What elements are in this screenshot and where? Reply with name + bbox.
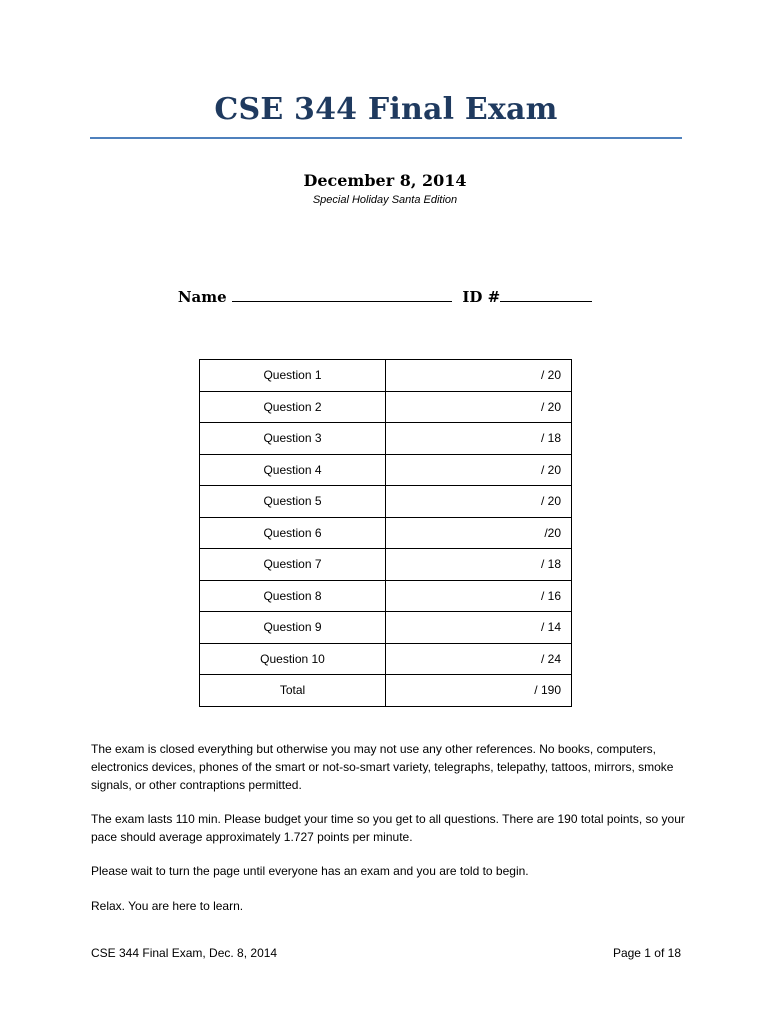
table-row bbox=[200, 486, 572, 518]
instructions-relax: Relax. You are here to learn. bbox=[91, 899, 244, 913]
table-row bbox=[200, 643, 572, 675]
question-label: Question 2 bbox=[200, 391, 386, 423]
table-row bbox=[200, 360, 572, 392]
total-points-cell: / 190 bbox=[386, 675, 572, 707]
question-label: Question 7 bbox=[200, 549, 386, 581]
exam-date: December 8, 2014 bbox=[303, 171, 467, 190]
question-label: Question 6 bbox=[200, 517, 386, 549]
table-row bbox=[200, 549, 572, 581]
table-row bbox=[200, 391, 572, 423]
footer-exam-info: CSE 344 Final Exam, Dec. 8, 2014 bbox=[91, 946, 278, 960]
table-row bbox=[200, 612, 572, 644]
points-cell: / 18 bbox=[386, 549, 572, 581]
table-row bbox=[200, 517, 572, 549]
question-label: Question 4 bbox=[200, 454, 386, 486]
exam-edition: Special Holiday Santa Edition bbox=[312, 194, 458, 206]
table-row-total bbox=[200, 675, 572, 707]
points-cell: / 20 bbox=[386, 360, 572, 392]
question-label: Question 1 bbox=[200, 360, 386, 392]
table-row bbox=[200, 423, 572, 455]
name-field[interactable] bbox=[232, 287, 452, 302]
points-cell: / 18 bbox=[386, 423, 572, 455]
points-cell: / 20 bbox=[386, 391, 572, 423]
table-row bbox=[200, 454, 572, 486]
footer-page-number: Page 1 of 18 bbox=[612, 946, 681, 960]
question-label: Question 9 bbox=[200, 612, 386, 644]
points-cell: / 14 bbox=[386, 612, 572, 644]
id-label: ID # bbox=[462, 288, 501, 306]
points-cell: / 20 bbox=[386, 486, 572, 518]
instructions-closed-book: The exam is closed everything but otherwise you may not use any other references. No books, computers, electronics devices, phones of the smart or not-so-smart variety, telegraphs, telepathy, tattoos, mirrors, smoke signals, or other contraptions permitted. bbox=[91, 742, 674, 792]
page-title: CSE 344 Final Exam bbox=[214, 92, 558, 127]
instructions-wait: Please wait to turn the page until everyone has an exam and you are told to begin. bbox=[91, 864, 529, 878]
title-divider bbox=[90, 137, 682, 139]
question-label: Question 3 bbox=[200, 423, 386, 455]
name-id-line bbox=[0, 287, 770, 306]
points-cell: / 16 bbox=[386, 580, 572, 612]
points-cell: / 24 bbox=[386, 643, 572, 675]
question-label: Question 8 bbox=[200, 580, 386, 612]
id-field[interactable] bbox=[500, 287, 592, 302]
name-label: Name bbox=[177, 288, 227, 306]
question-label: Question 5 bbox=[200, 486, 386, 518]
question-label: Question 10 bbox=[200, 643, 386, 675]
score-table bbox=[199, 359, 572, 707]
points-cell: /20 bbox=[386, 517, 572, 549]
total-label: Total bbox=[200, 675, 386, 707]
table-row bbox=[200, 580, 572, 612]
instructions-time: The exam lasts 110 min. Please budget your time so you get to all questions. There are 190 total points, so your pace should average approximately 1.727 points per minute. bbox=[91, 812, 685, 844]
points-cell: / 20 bbox=[386, 454, 572, 486]
